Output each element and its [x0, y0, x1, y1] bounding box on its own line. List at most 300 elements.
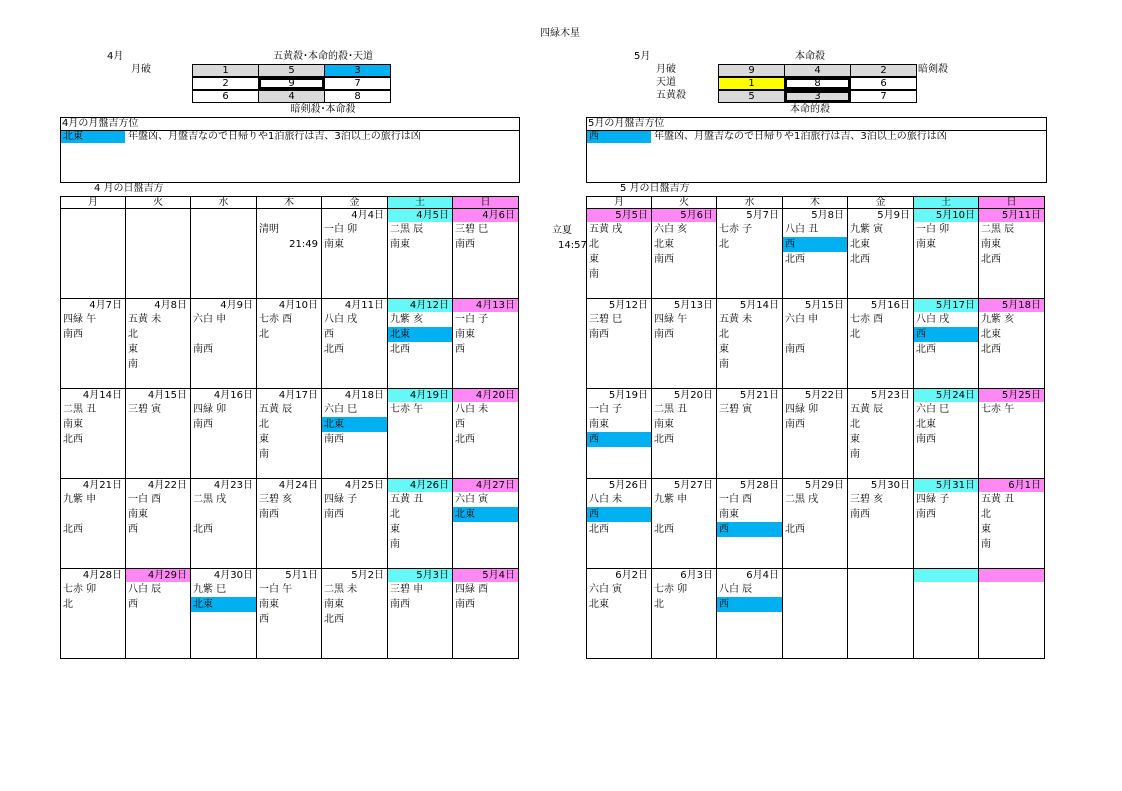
day-line: 南西 [259, 509, 279, 520]
day-line: 南西 [324, 509, 344, 520]
day-line: 西 [717, 522, 782, 537]
day-date: 4月26日 [388, 479, 452, 492]
day-line: 北西 [390, 344, 410, 355]
day-date: 6月1日 [979, 479, 1044, 492]
day-date: 4月15日 [147, 390, 187, 401]
day-line: 北 [719, 239, 729, 250]
day-date: 5月24日 [914, 389, 978, 402]
lucky-text: 年盤凶、月盤吉なので日帰りや1泊旅行は吉、3泊以上の旅行は凶 [128, 131, 421, 142]
day-line: 北西 [785, 524, 805, 535]
day-line: 北西 [324, 344, 344, 355]
day-cell [717, 389, 783, 479]
day-line: 二黒 戌 [785, 494, 819, 505]
day-cell [126, 209, 191, 299]
grid-cell: 8 [784, 77, 851, 90]
day-date: 4月17日 [278, 390, 318, 401]
day-line: 南西 [193, 419, 213, 430]
day-line: 六白 巳 [916, 404, 950, 415]
day-date: 4月28日 [82, 570, 122, 581]
day-date [126, 209, 190, 222]
day-cell [60, 299, 126, 389]
day-cell [322, 209, 388, 299]
day-date: 5月23日 [870, 390, 910, 401]
day-cell [60, 209, 126, 299]
day-line: 南東 [916, 239, 936, 250]
day-date: 5月7日 [746, 210, 779, 221]
day-cell [322, 479, 388, 569]
grid-right-label: 暗剣殺 [918, 64, 948, 75]
day-line: 北東 [191, 597, 256, 612]
day-line: 九紫 巳 [193, 584, 227, 595]
day-date: 4月22日 [147, 480, 187, 491]
day-cell [914, 569, 979, 659]
day-date [191, 209, 256, 222]
day-line: 六白 亥 [654, 224, 688, 235]
day-line: 南 [719, 359, 729, 370]
day-line: 北西 [193, 524, 213, 535]
day-date: 5月15日 [804, 300, 844, 311]
day-line: 東 [128, 344, 138, 355]
day-line: 八白 辰 [128, 584, 162, 595]
day-line: 八白 丑 [785, 224, 819, 235]
day-cell [453, 479, 519, 569]
day-line: 南東 [259, 599, 279, 610]
day-cell [322, 299, 388, 389]
weekday-header: 金 [322, 196, 388, 209]
day-date: 4月9日 [220, 300, 253, 311]
day-line [61, 507, 125, 522]
season-note: 立夏 [552, 225, 572, 236]
grid-cell: 2 [850, 64, 917, 77]
day-line: 九紫 亥 [981, 314, 1015, 325]
day-line: 三碧 巳 [589, 314, 623, 325]
day-cell [126, 299, 191, 389]
day-line: 北 [850, 419, 860, 430]
day-line: 西 [259, 614, 269, 625]
day-date: 5月20日 [673, 390, 713, 401]
page-title: 四緑木星 [540, 28, 580, 39]
day-date: 5月18日 [979, 299, 1044, 312]
day-line: 六白 寅 [455, 494, 489, 505]
grid-top-note: 本命殺 [795, 51, 825, 62]
day-line: 九紫 申 [63, 494, 97, 505]
weekday-header: 火 [126, 196, 191, 209]
day-line: 南東 [719, 509, 739, 520]
day-cell [60, 479, 126, 569]
day-cell [586, 389, 652, 479]
day-line: 西 [587, 432, 651, 447]
day-line: 七赤 卯 [63, 584, 97, 595]
grid-cell: 3 [784, 90, 851, 103]
weekday-header: 土 [914, 196, 979, 209]
day-cell [979, 569, 1045, 659]
day-cell [652, 389, 717, 479]
day-cell [783, 479, 848, 569]
day-line: 南西 [916, 509, 936, 520]
calendar-title: 4 月の日盤吉方 [94, 183, 164, 194]
day-line: 南西 [850, 509, 870, 520]
day-line: 南東 [63, 419, 83, 430]
day-line: 北東 [589, 599, 609, 610]
day-date: 4月25日 [344, 480, 384, 491]
weekday-header: 木 [257, 196, 322, 209]
grid-row-label: 天道 [656, 77, 676, 88]
day-line: 北東 [453, 507, 518, 522]
day-date: 4月29日 [126, 569, 190, 582]
day-line: 四緑 子 [324, 494, 358, 505]
day-line: 八白 辰 [719, 584, 753, 595]
grid-bottom-note: 本命的殺 [790, 104, 830, 115]
day-date: 5月9日 [877, 210, 910, 221]
day-line: 九紫 申 [654, 494, 688, 505]
day-line: 南西 [654, 329, 674, 340]
weekday-header: 木 [783, 196, 848, 209]
day-line: 五黄 丑 [981, 494, 1015, 505]
day-line: 西 [783, 237, 847, 252]
day-line: 四緑 卯 [193, 404, 227, 415]
weekday-header: 日 [453, 196, 519, 209]
grid-cell: 6 [192, 90, 259, 103]
day-line: 三碧 寅 [128, 404, 162, 415]
grid-top-note: 五黄殺･本命的殺･天道 [273, 51, 373, 62]
day-line: 南東 [390, 239, 410, 250]
day-line: 二黒 未 [324, 584, 358, 595]
day-line: 南 [128, 359, 138, 370]
day-date: 5月13日 [673, 300, 713, 311]
day-line: 七赤 午 [981, 404, 1015, 415]
day-line: 北西 [850, 254, 870, 265]
day-date: 5月21日 [739, 390, 779, 401]
day-cell [191, 299, 257, 389]
day-date: 5月4日 [453, 569, 518, 582]
day-cell [322, 389, 388, 479]
day-cell [717, 479, 783, 569]
grid-cell: 4 [784, 64, 851, 77]
day-date: 4月21日 [82, 480, 122, 491]
weekday-header: 月 [60, 196, 126, 209]
day-cell [191, 209, 257, 299]
day-line: 南西 [654, 254, 674, 265]
day-cell [848, 479, 914, 569]
day-cell [453, 569, 519, 659]
day-line: 南 [589, 269, 599, 280]
day-line: 北 [719, 329, 729, 340]
day-line: 三碧 寅 [719, 404, 753, 415]
day-line: 北東 [850, 239, 870, 250]
day-line: 北 [981, 509, 991, 520]
day-cell [717, 569, 783, 659]
day-cell [848, 569, 914, 659]
day-cell [388, 209, 453, 299]
day-line: 二黒 戌 [193, 494, 227, 505]
day-line: 東 [589, 254, 599, 265]
day-line: 北 [589, 239, 599, 250]
day-line: 北西 [654, 434, 674, 445]
day-date: 5月3日 [388, 569, 452, 582]
day-line: 南西 [455, 239, 475, 250]
day-line: 五黄 丑 [390, 494, 424, 505]
day-date: 5月31日 [914, 479, 978, 492]
day-date: 6月4日 [746, 570, 779, 581]
day-date: 6月3日 [680, 570, 713, 581]
day-date: 4月30日 [213, 570, 253, 581]
day-date: 4月10日 [278, 300, 318, 311]
day-line: 南東 [128, 509, 148, 520]
day-date: 4月14日 [82, 390, 122, 401]
day-line: 西 [717, 597, 782, 612]
day-cell [979, 389, 1045, 479]
grid-row-label: 月破 [131, 64, 151, 75]
day-cell [453, 389, 519, 479]
day-cell [60, 389, 126, 479]
day-line: 北東 [322, 417, 387, 432]
day-line: 南西 [193, 344, 213, 355]
day-date: 6月2日 [615, 570, 648, 581]
grid-cell: 6 [850, 77, 917, 90]
grid-cell: 4 [258, 90, 325, 103]
day-line: 南東 [324, 239, 344, 250]
day-line: 二黒 丑 [63, 404, 97, 415]
day-line: 南西 [455, 599, 475, 610]
grid-cell: 3 [324, 64, 391, 77]
day-line: 北西 [63, 524, 83, 535]
day-date: 5月1日 [285, 570, 318, 581]
weekday-header: 月 [586, 196, 652, 209]
day-cell [191, 569, 257, 659]
day-cell [586, 569, 652, 659]
day-line: 北 [850, 329, 860, 340]
day-line: 七赤 午 [390, 404, 424, 415]
day-line: 東 [850, 434, 860, 445]
day-line: 南東 [589, 419, 609, 430]
grid-cell: 1 [718, 77, 785, 90]
day-line: 南東 [654, 419, 674, 430]
day-date: 4月4日 [351, 210, 384, 221]
day-line: 一白 酉 [719, 494, 753, 505]
day-date: 5月28日 [739, 480, 779, 491]
day-line: 南西 [785, 419, 805, 430]
day-line: 六白 巳 [324, 404, 358, 415]
day-line: 北西 [589, 524, 609, 535]
day-line: 五黄 未 [719, 314, 753, 325]
day-cell [979, 299, 1045, 389]
day-line: 南 [981, 539, 991, 550]
day-line: 南 [390, 539, 400, 550]
day-line: 南西 [63, 329, 83, 340]
day-line: 西 [455, 419, 465, 430]
grid-cell: 2 [192, 77, 259, 90]
grid-bottom-note: 暗剣殺･本命殺 [290, 104, 356, 115]
day-date: 4月20日 [453, 389, 518, 402]
day-cell [586, 299, 652, 389]
day-line: 北西 [654, 524, 674, 535]
day-date: 5月6日 [652, 209, 716, 222]
day-line: 一白 卯 [324, 224, 358, 235]
day-line: 二黒 丑 [654, 404, 688, 415]
day-line: 六白 申 [193, 314, 227, 325]
day-date: 5月5日 [587, 209, 651, 222]
day-cell [652, 209, 717, 299]
day-date: 4月24日 [278, 480, 318, 491]
day-date [848, 569, 913, 582]
day-line: 西 [128, 599, 138, 610]
day-line: 南西 [324, 434, 344, 445]
day-date: 5月16日 [870, 300, 910, 311]
grid-month-label: 5月 [634, 51, 651, 62]
day-cell [914, 209, 979, 299]
grid-cell: 5 [718, 90, 785, 103]
day-date: 5月8日 [811, 210, 844, 221]
day-line: 八白 戌 [324, 314, 358, 325]
day-date: 4月7日 [89, 300, 122, 311]
day-line: 南東 [324, 599, 344, 610]
weekday-header: 水 [191, 196, 257, 209]
day-line: 北 [390, 509, 400, 520]
day-line: 五黄 辰 [850, 404, 884, 415]
day-line: 一白 卯 [916, 224, 950, 235]
day-cell [322, 569, 388, 659]
day-line: 清明 [259, 224, 279, 235]
grid-cell: 7 [324, 77, 391, 90]
day-line: 南西 [390, 599, 410, 610]
weekday-header: 日 [979, 196, 1045, 209]
day-cell [126, 569, 191, 659]
day-line: 四緑 酉 [455, 584, 489, 595]
day-date: 4月8日 [154, 300, 187, 311]
day-line [783, 507, 847, 522]
day-cell [257, 299, 322, 389]
day-line: 八白 未 [455, 404, 489, 415]
day-line: 三碧 亥 [850, 494, 884, 505]
lucky-box-title: 5月の月盤吉方位 [588, 118, 665, 129]
day-cell [717, 209, 783, 299]
day-cell [388, 479, 453, 569]
day-cell [652, 299, 717, 389]
day-line: 東 [719, 344, 729, 355]
day-line: 二黒 辰 [390, 224, 424, 235]
day-line: 四緑 卯 [785, 404, 819, 415]
day-line: 四緑 午 [654, 314, 688, 325]
day-cell [848, 389, 914, 479]
day-cell [783, 389, 848, 479]
lucky-direction: 北東 [63, 131, 83, 142]
day-cell [586, 209, 652, 299]
day-date: 5月27日 [673, 480, 713, 491]
day-cell [586, 479, 652, 569]
day-date: 4月13日 [453, 299, 518, 312]
grid-month-label: 4月 [107, 51, 124, 62]
day-cell [60, 569, 126, 659]
day-date: 4月18日 [344, 390, 384, 401]
day-line: 北西 [785, 254, 805, 265]
day-line: 三碧 亥 [259, 494, 293, 505]
weekday-header: 金 [848, 196, 914, 209]
day-line: 四緑 午 [63, 314, 97, 325]
day-cell [191, 389, 257, 479]
day-cell [848, 209, 914, 299]
day-cell [453, 209, 519, 299]
day-cell [979, 479, 1045, 569]
day-date: 5月25日 [979, 389, 1044, 402]
day-date [61, 209, 125, 222]
day-line: 北 [259, 419, 269, 430]
day-line: 北西 [455, 434, 475, 445]
grid-cell: 9 [258, 77, 325, 90]
day-cell [783, 299, 848, 389]
day-cell [126, 479, 191, 569]
day-line: 北西 [981, 254, 1001, 265]
day-date: 4月5日 [388, 209, 452, 222]
day-cell [783, 209, 848, 299]
day-line: 三碧 巳 [455, 224, 489, 235]
day-line: 八白 未 [589, 494, 623, 505]
day-line: 五黄 戌 [589, 224, 623, 235]
day-cell [652, 569, 717, 659]
day-line: 一白 午 [259, 584, 293, 595]
season-time: 14:57 [558, 240, 587, 251]
day-line: 北西 [324, 614, 344, 625]
day-line: 九紫 亥 [390, 314, 424, 325]
day-cell [914, 299, 979, 389]
grid-row-label: 月破 [656, 64, 676, 75]
day-line: 北 [259, 329, 269, 340]
day-cell [126, 389, 191, 479]
day-line: 南 [259, 449, 269, 460]
grid-cell: 9 [718, 64, 785, 77]
day-line: 一白 子 [589, 404, 623, 415]
day-line: 西 [455, 344, 465, 355]
day-line: 北東 [981, 329, 1001, 340]
day-line: 六白 申 [785, 314, 819, 325]
day-line: 南東 [455, 329, 475, 340]
day-line: 南東 [981, 239, 1001, 250]
day-date: 5月11日 [979, 209, 1044, 222]
day-line: 一白 子 [455, 314, 489, 325]
day-line [191, 327, 256, 342]
day-line [652, 507, 716, 522]
day-line: 北 [128, 329, 138, 340]
day-line [191, 507, 256, 522]
day-line: 北東 [916, 419, 936, 430]
day-line: 六白 寅 [589, 584, 623, 595]
day-date [257, 209, 321, 222]
day-date: 5月14日 [739, 300, 779, 311]
lucky-text: 年盤凶、月盤吉なので日帰りや1泊旅行は吉、3泊以上の旅行は凶 [654, 131, 947, 142]
day-date [914, 569, 978, 582]
day-line: 東 [981, 524, 991, 535]
day-line: 北西 [63, 434, 83, 445]
day-date: 5月17日 [914, 299, 978, 312]
day-cell [388, 299, 453, 389]
weekday-header: 土 [388, 196, 453, 209]
day-line: 四緑 子 [916, 494, 950, 505]
grid-row-label: 五黄殺 [656, 90, 686, 101]
day-cell [191, 479, 257, 569]
day-cell [388, 569, 453, 659]
day-line: 北東 [388, 327, 452, 342]
day-line: 南西 [916, 434, 936, 445]
day-line: 五黄 辰 [259, 404, 293, 415]
calendar-title: 5 月の日盤吉方 [620, 183, 690, 194]
day-line: 南西 [589, 329, 609, 340]
day-line: 東 [390, 524, 400, 535]
day-date: 4月27日 [453, 479, 518, 492]
day-cell [783, 569, 848, 659]
day-line: 三碧 申 [390, 584, 424, 595]
grid-cell: 7 [850, 90, 917, 103]
day-line: 西 [914, 327, 978, 342]
day-line: 北西 [981, 344, 1001, 355]
